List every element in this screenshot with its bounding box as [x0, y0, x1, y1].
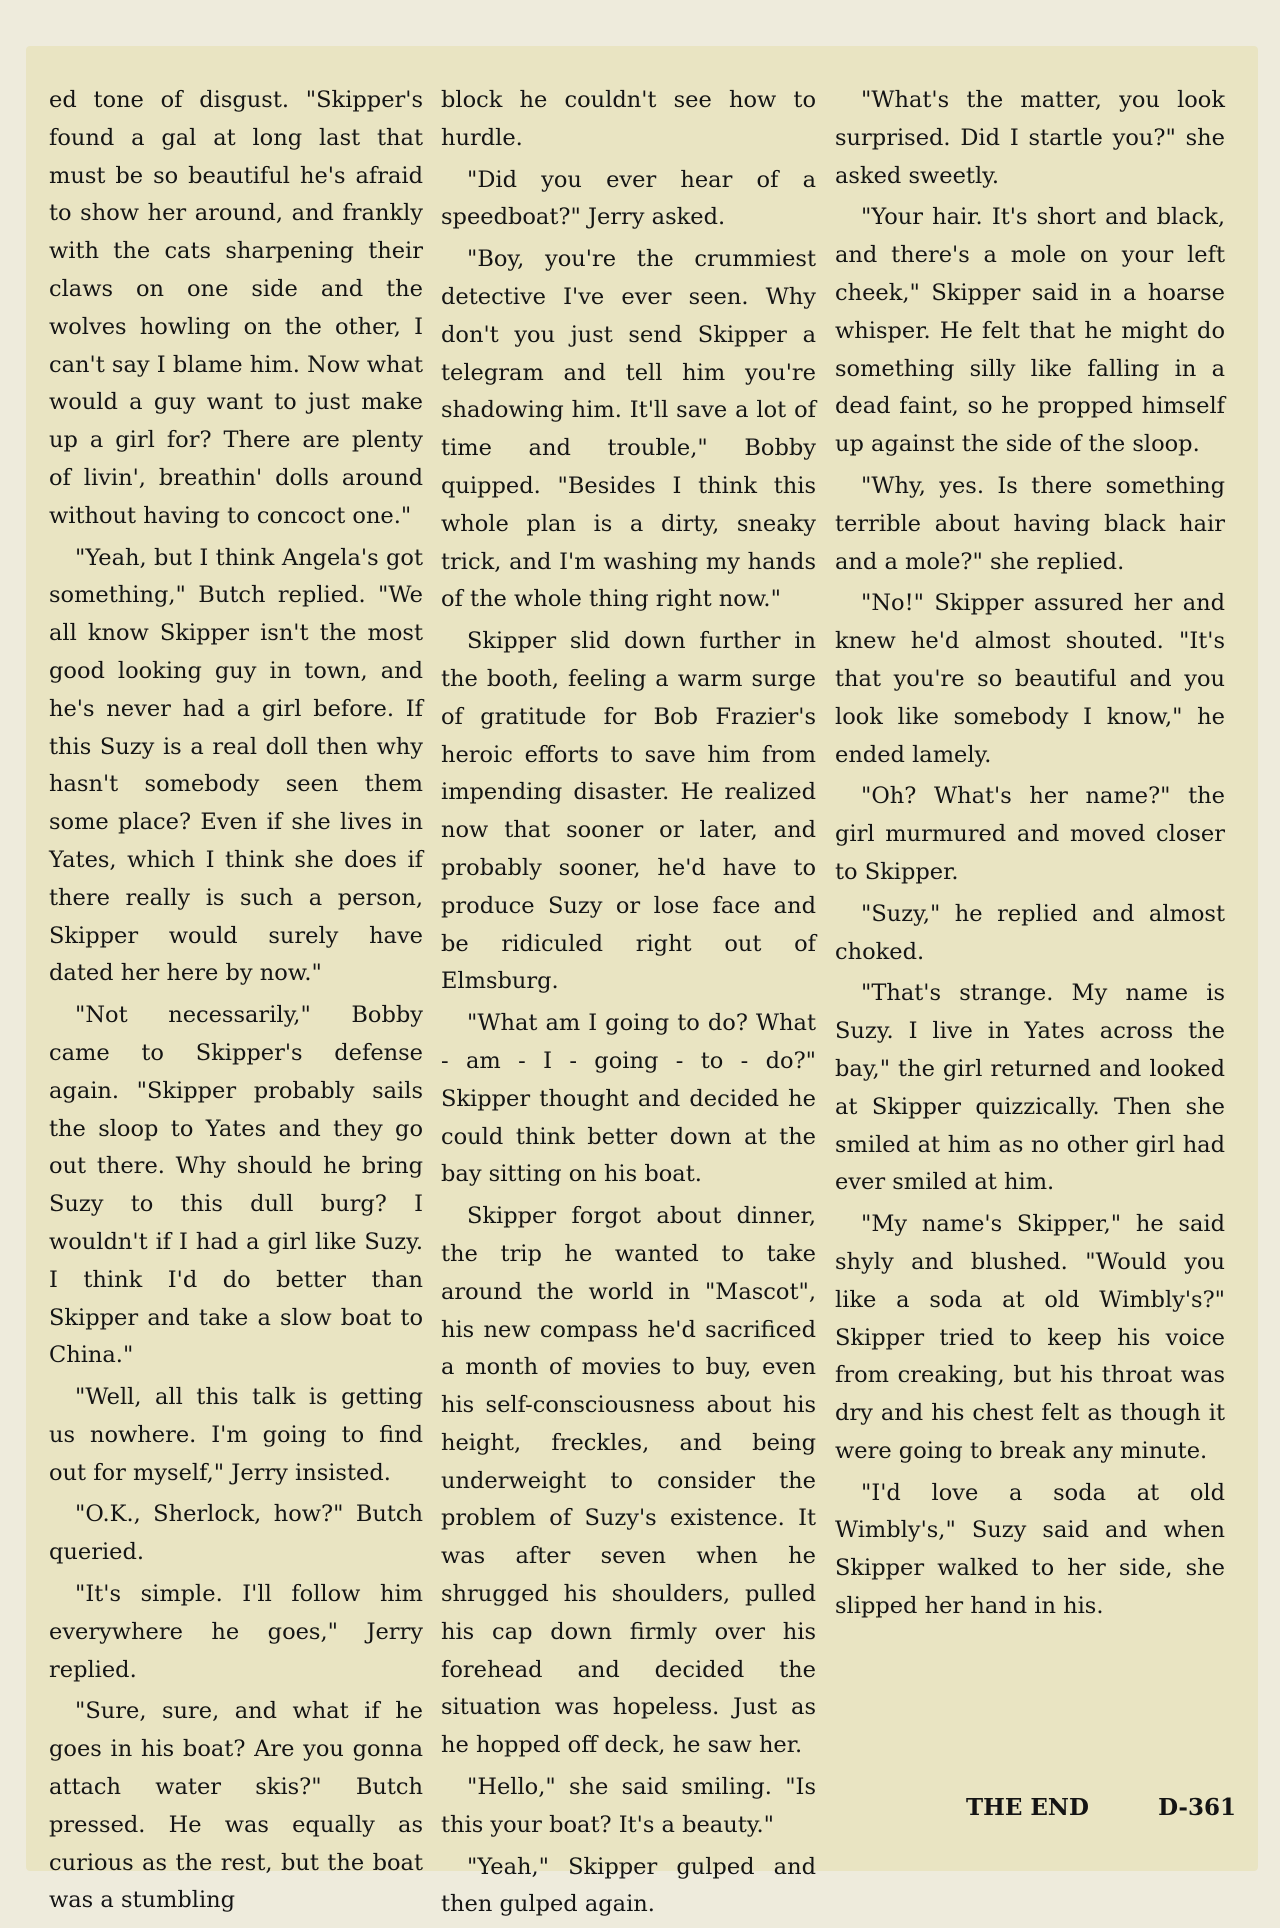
- paragraph: "What's the matter, you look surprised. Did I startle you?" she asked sweetly.: [835, 87, 1225, 189]
- paragraph: "What am I going to do? What - am - I - going - to - do?" Skipper thought and decided he could think better down at the bay sitting on his boat.: [441, 1010, 816, 1188]
- paragraph: "Your hair. It's short and black, and there's a mole on your left cheek," Skipper said in a hoarse whisper. He felt that he might do something silly like falling in a dead faint, so he propped himself up against the side of the sloop.: [835, 204, 1225, 458]
- paragraph: "Hello," she said smiling. "Is this your boat? It's a beauty.": [441, 1774, 816, 1838]
- paragraph: "That's strange. My name is Suzy. I live in Yates across the bay," the girl returned and looked at Skipper quizzically. Then she smiled at him as no other girl had ever smiled at him.: [835, 980, 1225, 1196]
- paragraph: "My name's Skipper," he said shyly and blushed. "Would you like a soda at old Wimbly's?" Skipper tried to keep his voice from creaking, but his throat was dry and his chest felt as though it were going to break any minute.: [835, 1211, 1225, 1464]
- paragraph: "Yeah," Skipper gulped and then gulped again.: [441, 1853, 816, 1918]
- paragraph: "Yeah, but I think Angela's got something," Butch replied. "We all know Skipper isn't the most good looking guy in town, and he's never had a girl before. If this Suzy is a real doll then why hasn't somebody seen them some place? Even if she lives in Yates, which I think she does if there really is such a person, Skipper would surely have dated her here by now.": [49, 544, 423, 987]
- paragraph: "Why, yes. Is there something terrible about having black hair and a mole?" she replied.: [835, 472, 1225, 575]
- story-page: [26, 46, 1258, 1918]
- paragraph: Skipper slid down further in the booth, feeling a warm surge of gratitude for Bob Frazier's heroic efforts to save him from impending disaster. He realized now that sooner or later, and probably sooner, he'd have to produce Suzy or lose face and be ridiculed right out of Elmsburg.: [441, 628, 816, 995]
- paragraph: "Boy, you're the crummiest detective I've ever seen. Why don't you just send Skipper a telegram and tell him you're shadowing him. It'll save a lot of time and trouble," Bobby quipped. "Besides I think this whole plan is a dirty, sneaky trick, and I'm washing my hands of the whole thing right now.": [441, 246, 816, 613]
- paragraph: "Did you ever hear of a speedboat?" Jerry asked.: [441, 166, 816, 231]
- page-footer: [966, 1794, 1236, 1821]
- end-marker: THE END: [966, 1794, 1089, 1821]
- paragraph: Skipper forgot about dinner, the trip he wanted to take around the world in "Mascot", his new compass he'd sacrificed a month of movies to buy, even his self-consciousness about his height, freckles, and being underweight to consider the problem of Suzy's existence. It was after seven when he shrugged his shoulders, pulled his cap down firmly over his forehead and decided the situation was hopeless. Just as he hopped off deck, he saw her.: [441, 1203, 816, 1759]
- paragraph: "Oh? What's her name?" the girl murmured and moved closer to Skipper.: [835, 783, 1225, 885]
- paragraph: "Sure, sure, and what if he goes in his boat? Are you gonna attach water skis?" Butch pressed. He was equally as curious as the rest, but the boat was a stumbling: [49, 1698, 423, 1914]
- paragraph: "Well, all this talk is getting us nowhere. I'm going to find out for myself," Jerry insisted.: [49, 1384, 423, 1486]
- text-column-2: [441, 82, 816, 1928]
- paragraph: block he couldn't see how to hurdle.: [441, 87, 816, 151]
- paragraph: "No!" Skipper assured her and knew he'd almost shouted. "It's that you're so beautiful and you look like somebody I know," he ended lamely.: [835, 590, 1225, 768]
- paragraph: "I'd love a soda at old Wimbly's," Suzy said and when Skipper walked to her side, she slipped her hand in his.: [835, 1479, 1225, 1620]
- paragraph: "Suzy," he replied and almost choked.: [835, 900, 1225, 965]
- paragraph: "O.K., Sherlock, how?" Butch queried.: [49, 1501, 423, 1566]
- paragraph: "Not necessarily," Bobby came to Skipper's defense again. "Skipper probably sails the sloop to Yates and they go out there. Why should he bring Suzy to this dull burg? I wouldn't if I had a girl like Suzy. I think I'd do better than Skipper and take a slow boat to China.": [49, 1002, 423, 1369]
- paragraph: "It's simple. I'll follow him everywhere he goes," Jerry replied.: [49, 1581, 423, 1683]
- page-code: D-361: [1158, 1794, 1236, 1821]
- text-column-3: [835, 82, 1225, 1630]
- text-column-1: [49, 82, 423, 1924]
- paragraph: ed tone of disgust. "Skipper's found a gal at long last that must be so beautiful he's afraid to show her around, and frankly with the cats sharpening their claws on one side and the wolves howling on the other, I can't say I blame him. Now what would a guy want to just make up a girl for? There are plenty of livin', breathin' dolls around without having to concoct one.": [49, 87, 423, 529]
